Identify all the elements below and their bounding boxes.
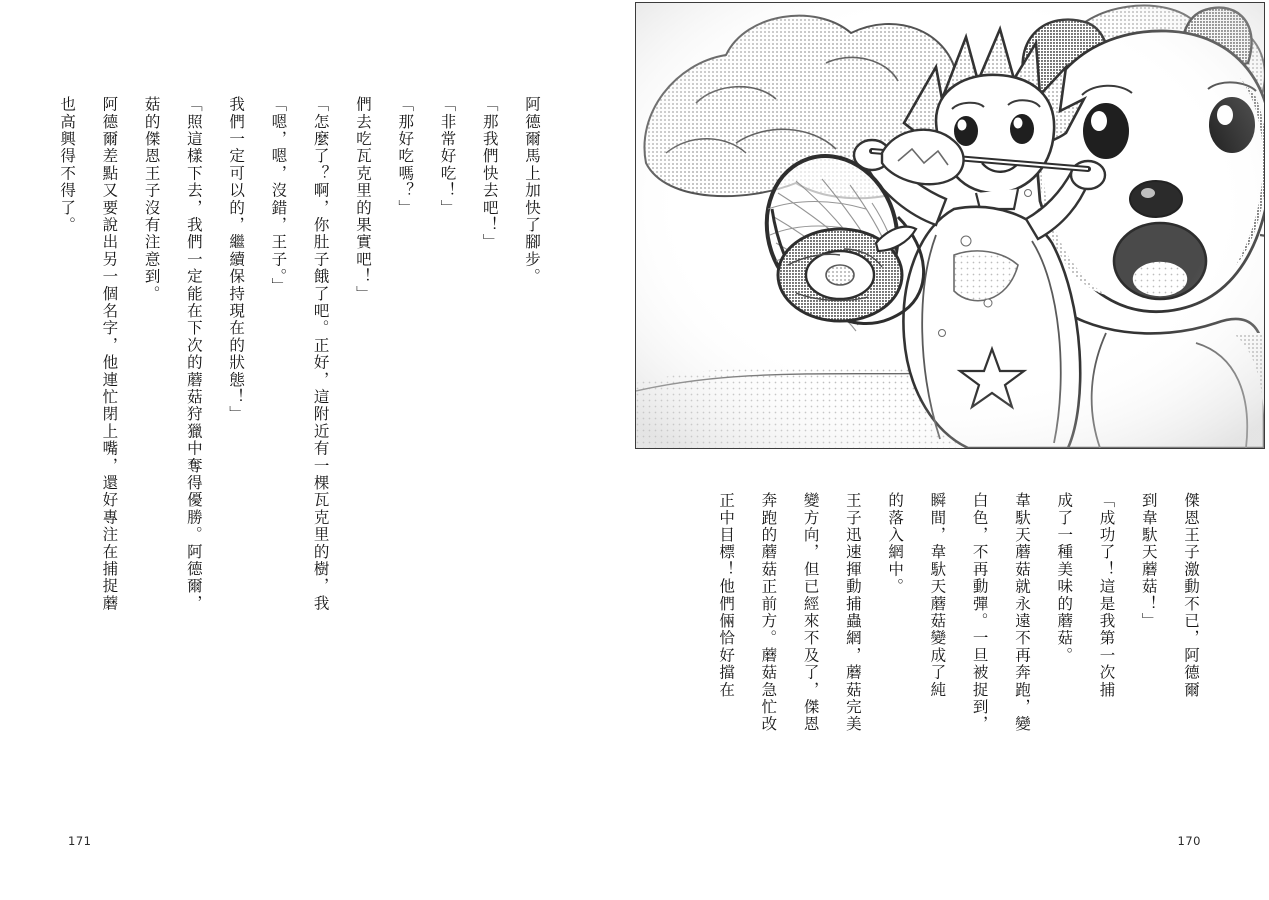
text-column: 「那我們快去吧！」 <box>480 96 499 251</box>
text-column: 王子迅速揮動捕蟲網，蘑菇完美 <box>843 492 862 733</box>
text-column: 阿德爾差點又要說出另一個名字，他連忙閉上嘴，還好專注在捕捉蘑 <box>100 96 119 612</box>
illustration-frame <box>635 2 1265 449</box>
text-column: 傑恩王子激動不已，阿德爾 <box>1182 492 1200 699</box>
page-number-left: 171 <box>68 834 92 848</box>
text-column: 瞬間，韋馱天蘑菇變成了純 <box>928 492 947 699</box>
page-number-right: 170 <box>1177 834 1201 848</box>
text-column: 菇的傑恩王子沒有注意到。 <box>142 96 161 303</box>
text-column: 「非常好吃！」 <box>438 96 457 217</box>
text-column: 奔跑的蘑菇正前方。蘑菇急忙改 <box>759 492 778 733</box>
left-page <box>0 0 620 900</box>
left-page-body-text <box>33 96 540 796</box>
text-column: 也高興得不得了。 <box>58 96 77 234</box>
text-column: 成了一種美味的蘑菇。 <box>1055 492 1074 664</box>
text-column: 「嗯，嗯，沒錯，王子。」 <box>269 96 288 295</box>
text-column: 「怎麼了？啊，你肚子餓了吧。正好，這附近有一棵瓦克里的樹，我 <box>311 96 330 612</box>
text-column: 正中目標！他們倆恰好擋在 <box>717 492 736 699</box>
text-column: 「照這樣下去，我們一定能在下次的蘑菇狩獵中奪得優勝。阿德爾， <box>184 96 203 612</box>
manga-illustration <box>636 3 1264 448</box>
text-column: 「成功了！這是我第一次捕 <box>1097 492 1116 699</box>
text-column: 阿德爾馬上加快了腳步。 <box>523 96 541 286</box>
text-column: 白色，不再動彈。一旦被捉到， <box>970 492 989 733</box>
text-column: 變方向，但已經來不及了，傑恩 <box>801 492 820 733</box>
right-page <box>620 0 1269 900</box>
right-page-body-text <box>692 492 1199 822</box>
text-column: 們去吃瓦克里的果實吧！」 <box>353 96 372 303</box>
text-column: 的落入網中。 <box>886 492 905 596</box>
text-column: 韋馱天蘑菇就永遠不再奔跑，變 <box>1012 492 1031 733</box>
text-column: 我們一定可以的，繼續保持現在的狀態！」 <box>227 96 246 423</box>
text-column: 到韋馱天蘑菇！」 <box>1139 492 1158 630</box>
text-column: 「那好吃嗎？」 <box>396 96 415 217</box>
